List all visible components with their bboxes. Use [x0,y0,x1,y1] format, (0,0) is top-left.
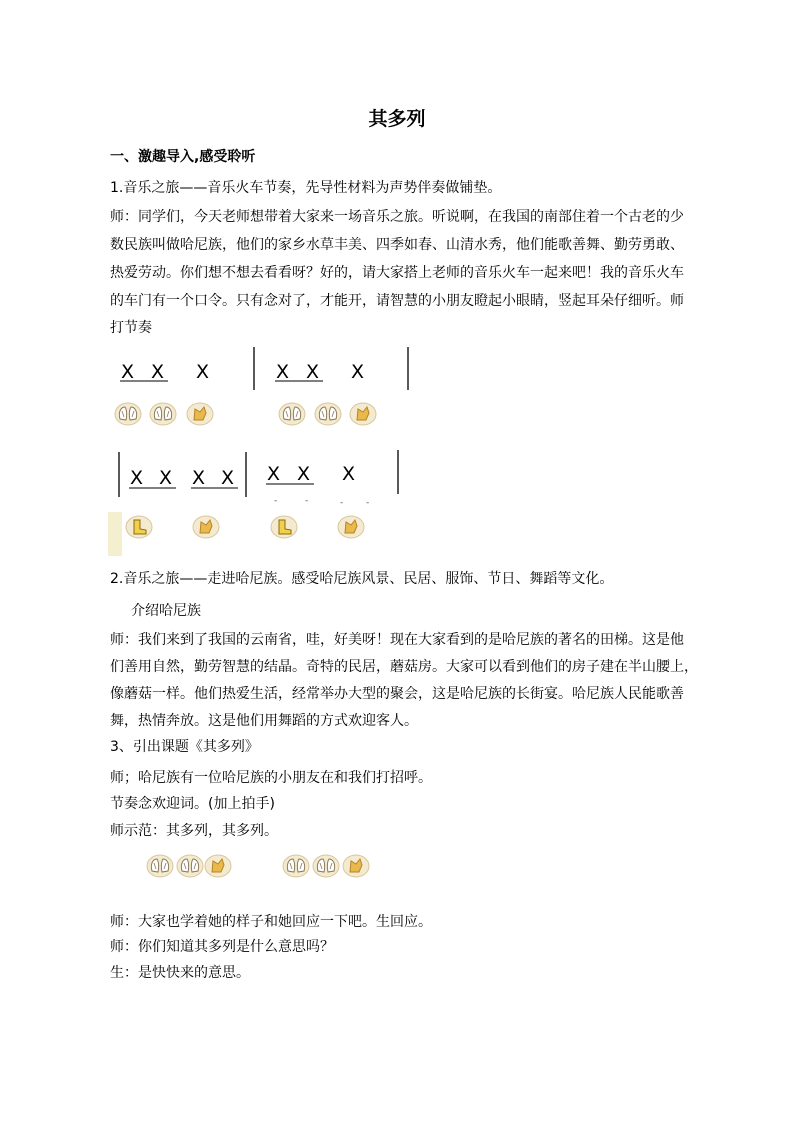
para2-line-1: 师：我们来到了我国的云南省，哇，好美呀！现在大家看到的是哈尼族的著名的田梯。这是他 [110,632,684,648]
rhythm-note: X [159,467,173,489]
clap-hands-icon [283,855,309,877]
text-line: 师：大家也学着她的样子和她回应一下吧。生回应。 [110,914,432,930]
pat-hand-icon [338,516,364,538]
pat-hand-icon [205,855,231,877]
text-line: 师；哈尼族有一位哈尼族的小朋友在和我们打招呼。 [110,770,432,786]
pat-hand-icon [343,855,369,877]
clap-hands-icon [115,403,141,425]
rhythm-note: X [297,463,311,485]
stomp-foot-icon [271,516,297,538]
pat-hand-icon [350,403,376,425]
para1-line-3: 热爱劳动。你们想不想去看看呀？好的，请大家搭上老师的音乐火车一起来吧！我的音乐火车 [110,265,684,281]
page-title: 其多列 [368,108,426,130]
section-heading: 一、激趣导入,感受聆听 [110,149,256,165]
item-2: 2.音乐之旅——走进哈尼族。感受哈尼族风景、民居、服饰、节日、舞蹈等文化。 [110,571,614,587]
para1-line-1: 师：同学们，今天老师想带着大家来一场音乐之旅。听说啊，在我国的南部住着一个古老的少 [110,209,684,225]
svg-text:-: - [305,496,309,506]
clap-hands-icon [315,403,341,425]
item-3: 3、引出课题《其多列》 [110,739,259,755]
rhythm-note: X [151,361,165,383]
clap-hands-icon [150,403,176,425]
clap-hands-icon [147,855,173,877]
para1-line-5: 打节奏 [110,320,152,336]
item-1: 1.音乐之旅——音乐火车节奏，先导性材料为声势伴奏做铺垫。 [110,180,502,196]
svg-text:-: - [366,498,370,508]
text-line: 师示范：其多列，其多列。 [110,823,278,839]
svg-text:-: - [340,498,344,508]
para2-line-4: 舞，热情奔放。这是他们用舞蹈的方式欢迎客人。 [110,713,418,729]
rhythm-note: X [351,361,365,383]
text-line: 生：是快快来的意思。 [110,965,250,981]
rhythm-note: X [196,361,210,383]
para1-line-2: 数民族叫做哈尼族，他们的家乡水草丰美、四季如春、山清水秀，他们能歌善舞、勤劳勇敢、 [110,237,684,253]
intro-heading: 介绍哈尼族 [131,603,201,619]
rhythm-note: X [192,467,206,489]
para2-line-3: 像蘑菇一样。他们热爱生活，经常举办大型的聚会，这是哈尼族的长街宴。哈尼族人民能歌善 [110,686,684,702]
rhythm-note: X [121,361,135,383]
pat-hand-icon [193,516,219,538]
rhythm-note: X [267,463,281,485]
svg-text:-: - [274,496,278,506]
clap-hands-icon [279,403,305,425]
pat-hand-icon [187,403,213,425]
stomp-foot-icon [126,516,152,538]
rhythm-note: X [221,467,235,489]
rhythm-note: X [342,463,356,485]
rhythm-note: X [306,361,320,383]
rhythm-note: X [276,361,290,383]
clap-hands-icon [177,855,203,877]
text-line: 师：你们知道其多列是什么意思吗？ [110,939,334,955]
clap-hands-icon [313,855,339,877]
para1-line-4: 的车门有一个口令。只有念对了，才能开，请智慧的小朋友瞪起小眼睛，竖起耳朵仔细听。师 [110,293,684,309]
rhythm-note: X [130,467,144,489]
para2-line-2: 们善用自然，勤劳智慧的结晶。奇特的民居，蘑菇房。大家可以看到他们的房子建在半山腰上， [110,659,698,675]
text-line: 节奏念欢迎词。(加上拍手) [110,796,275,812]
